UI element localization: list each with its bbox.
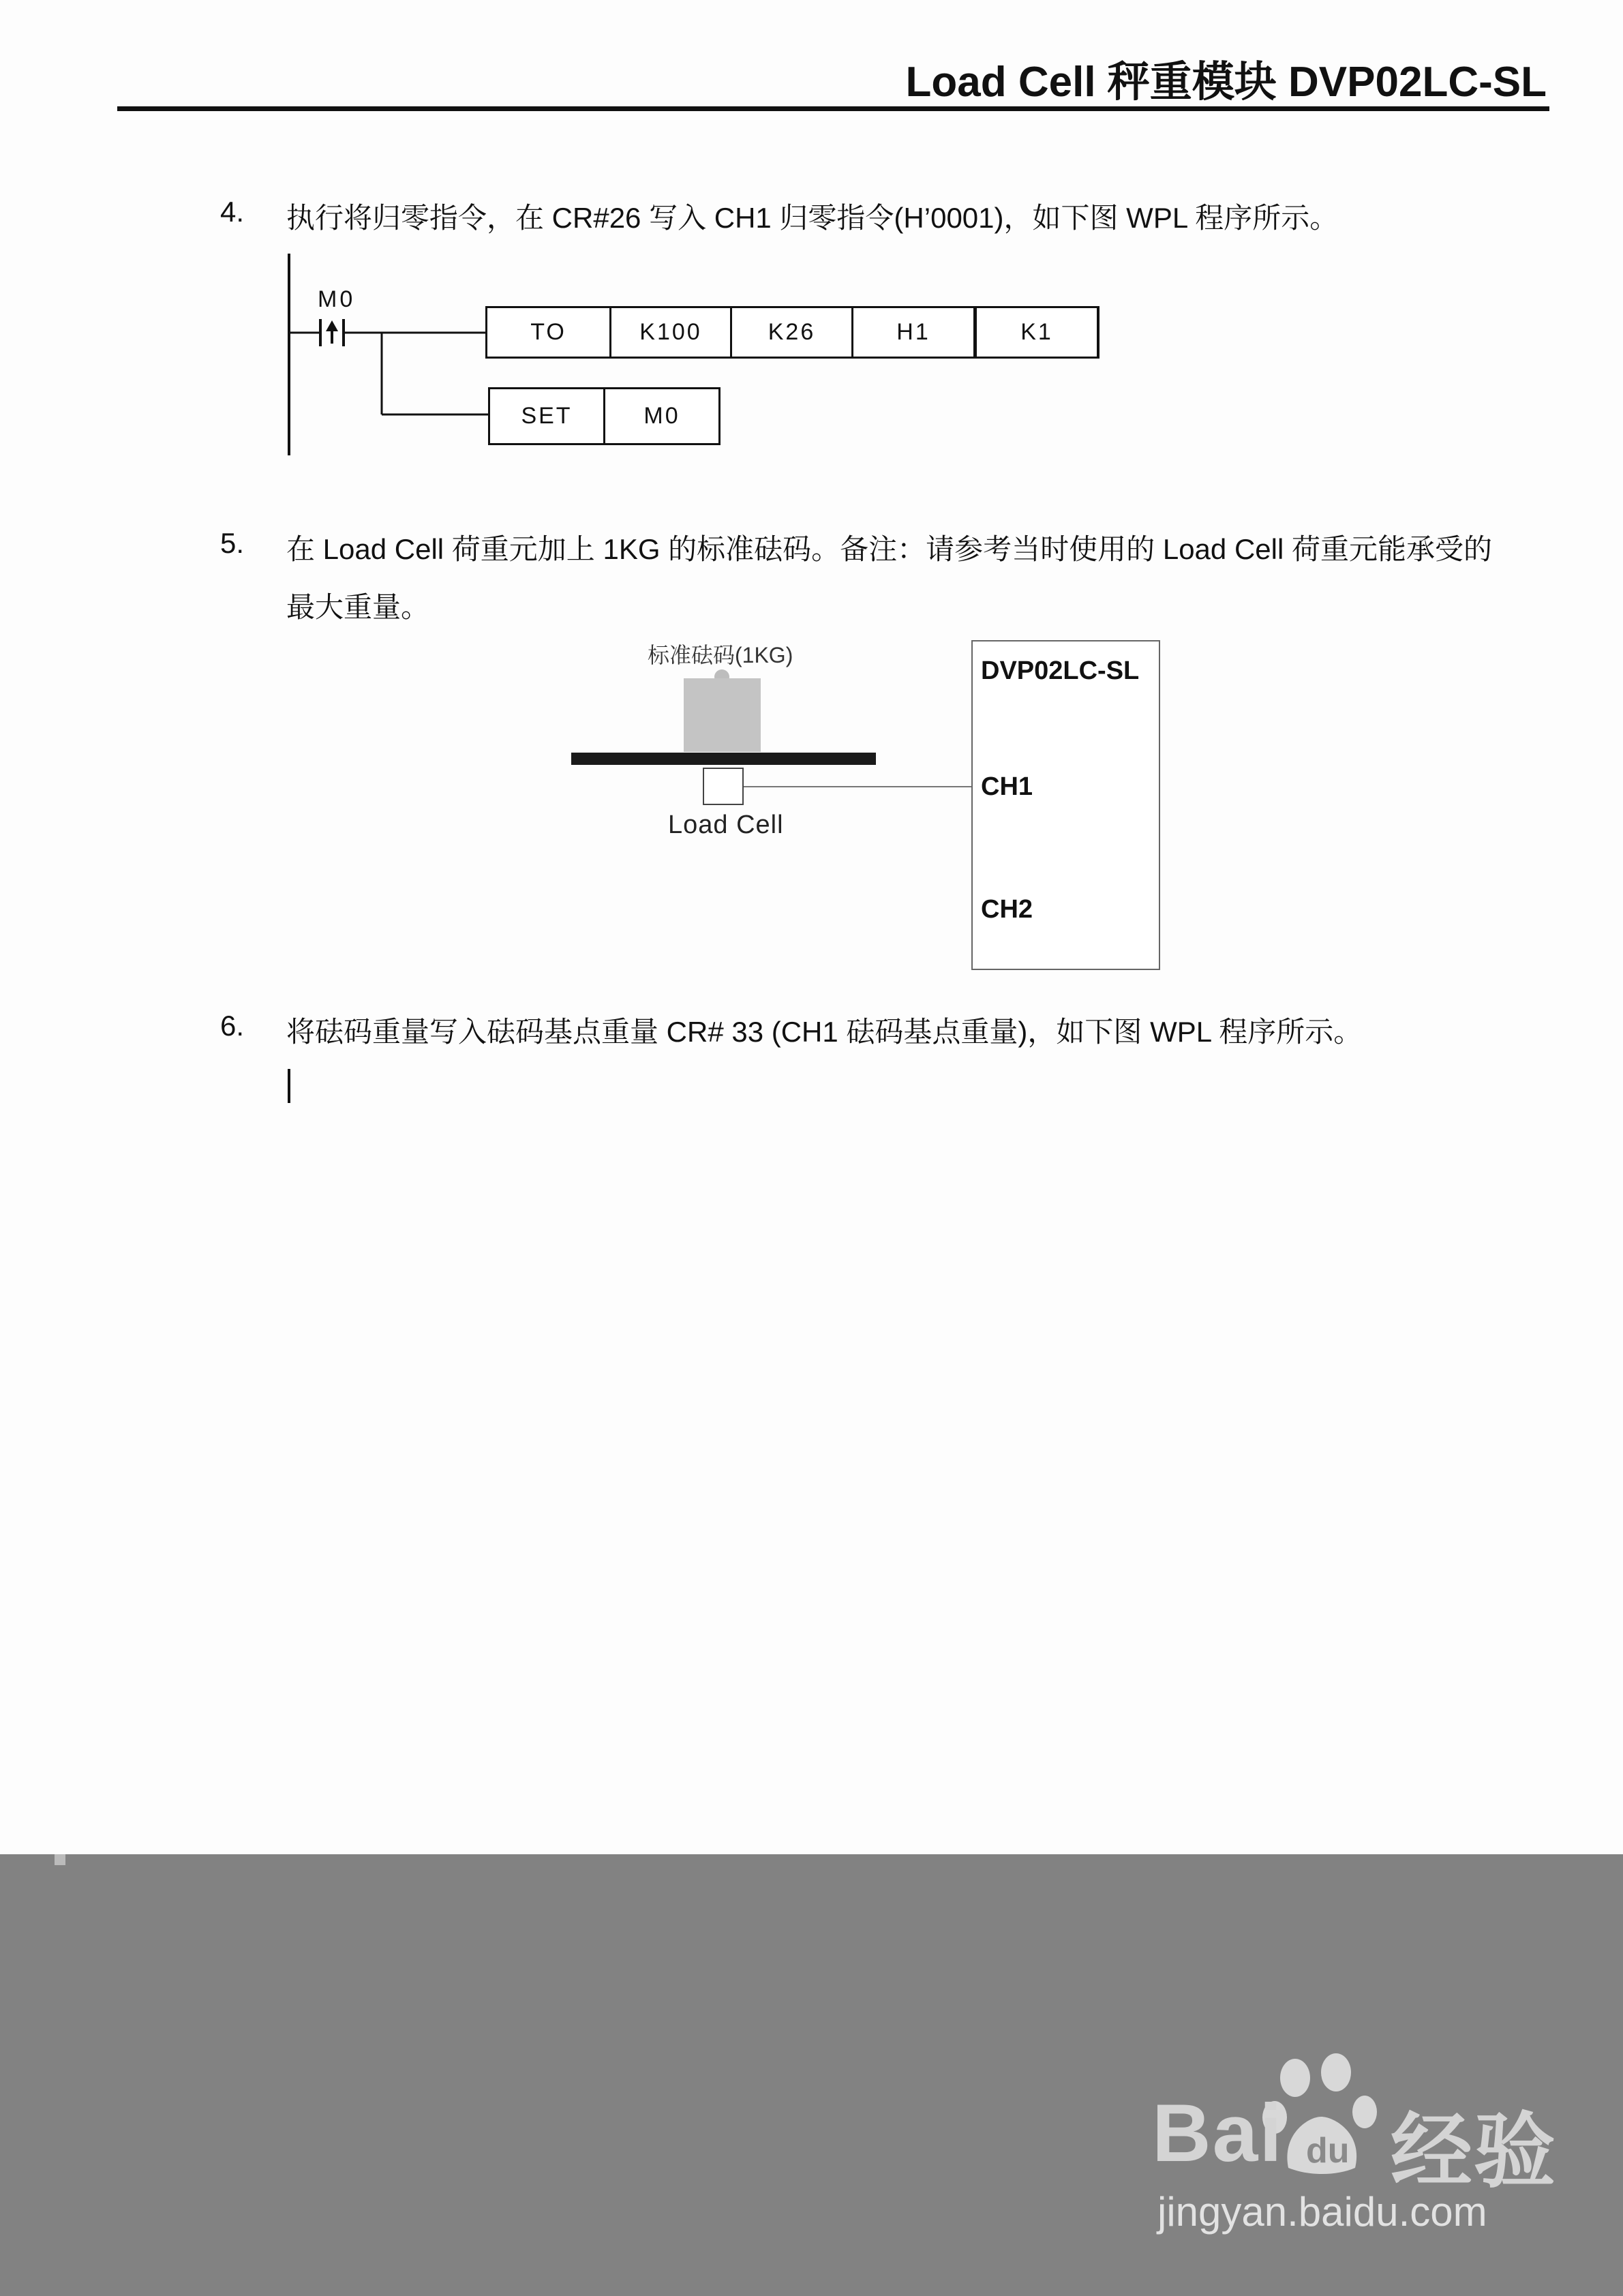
load-cell-label: Load Cell <box>668 811 784 839</box>
page-header-title: Load Cell 秤重模块 DVP02LC-SL <box>905 59 1547 106</box>
ch1-label: CH1 <box>981 772 1033 801</box>
rail-start <box>288 1069 290 1103</box>
watermark-brand-cn: 经验 <box>1391 2106 1557 2197</box>
step-5-number: 5. <box>220 527 245 559</box>
weight-label: 标准砝码(1KG) <box>648 643 793 667</box>
ladder-m0-cell: M0 <box>603 387 721 445</box>
svg-text:du: du <box>1306 2131 1350 2171</box>
ladder-k100-cell: K100 <box>609 306 732 359</box>
contact-label: M0 <box>318 286 356 312</box>
ladder-to-cell: TO <box>485 306 611 359</box>
weight-block <box>684 678 761 752</box>
watermark-url: jingyan.baidu.com <box>1157 2189 1487 2235</box>
step-4-text: 执行将归零指令，在 CR#26 写入 CH1 归零指令(H’0001)，如下图 WPL 程序所示。 <box>286 202 1339 234</box>
module-label: DVP02LC-SL <box>981 656 1140 685</box>
step-5-text-line2: 最大重量。 <box>286 591 430 623</box>
header-rule <box>117 106 1549 111</box>
ladder-h1-cell: H1 <box>851 306 975 359</box>
step-6-number: 6. <box>220 1010 245 1042</box>
step-5-text-line1: 在 Load Cell 荷重元加上 1KG 的标准砝码。备注：请参考当时使用的 Load Cell 荷重元能承受的 <box>286 533 1492 565</box>
corner-marker <box>55 1854 65 1865</box>
ladder-k26-cell: K26 <box>730 306 853 359</box>
ladder-set-cell: SET <box>488 387 605 445</box>
ch1-connection-line <box>744 786 971 787</box>
load-cell-sensor <box>703 768 744 805</box>
step-4-number: 4. <box>220 196 245 228</box>
ch2-label: CH2 <box>981 895 1033 924</box>
watermark-brand: Bai <box>1152 2087 1284 2179</box>
scale-platform <box>571 753 876 765</box>
ladder-k1-cell: K1 <box>973 306 1099 359</box>
step-6-text: 将砝码重量写入砝码基点重量 CR# 33 (CH1 砝码基点重量)，如下图 WPL 程序所示。 <box>286 1016 1363 1048</box>
